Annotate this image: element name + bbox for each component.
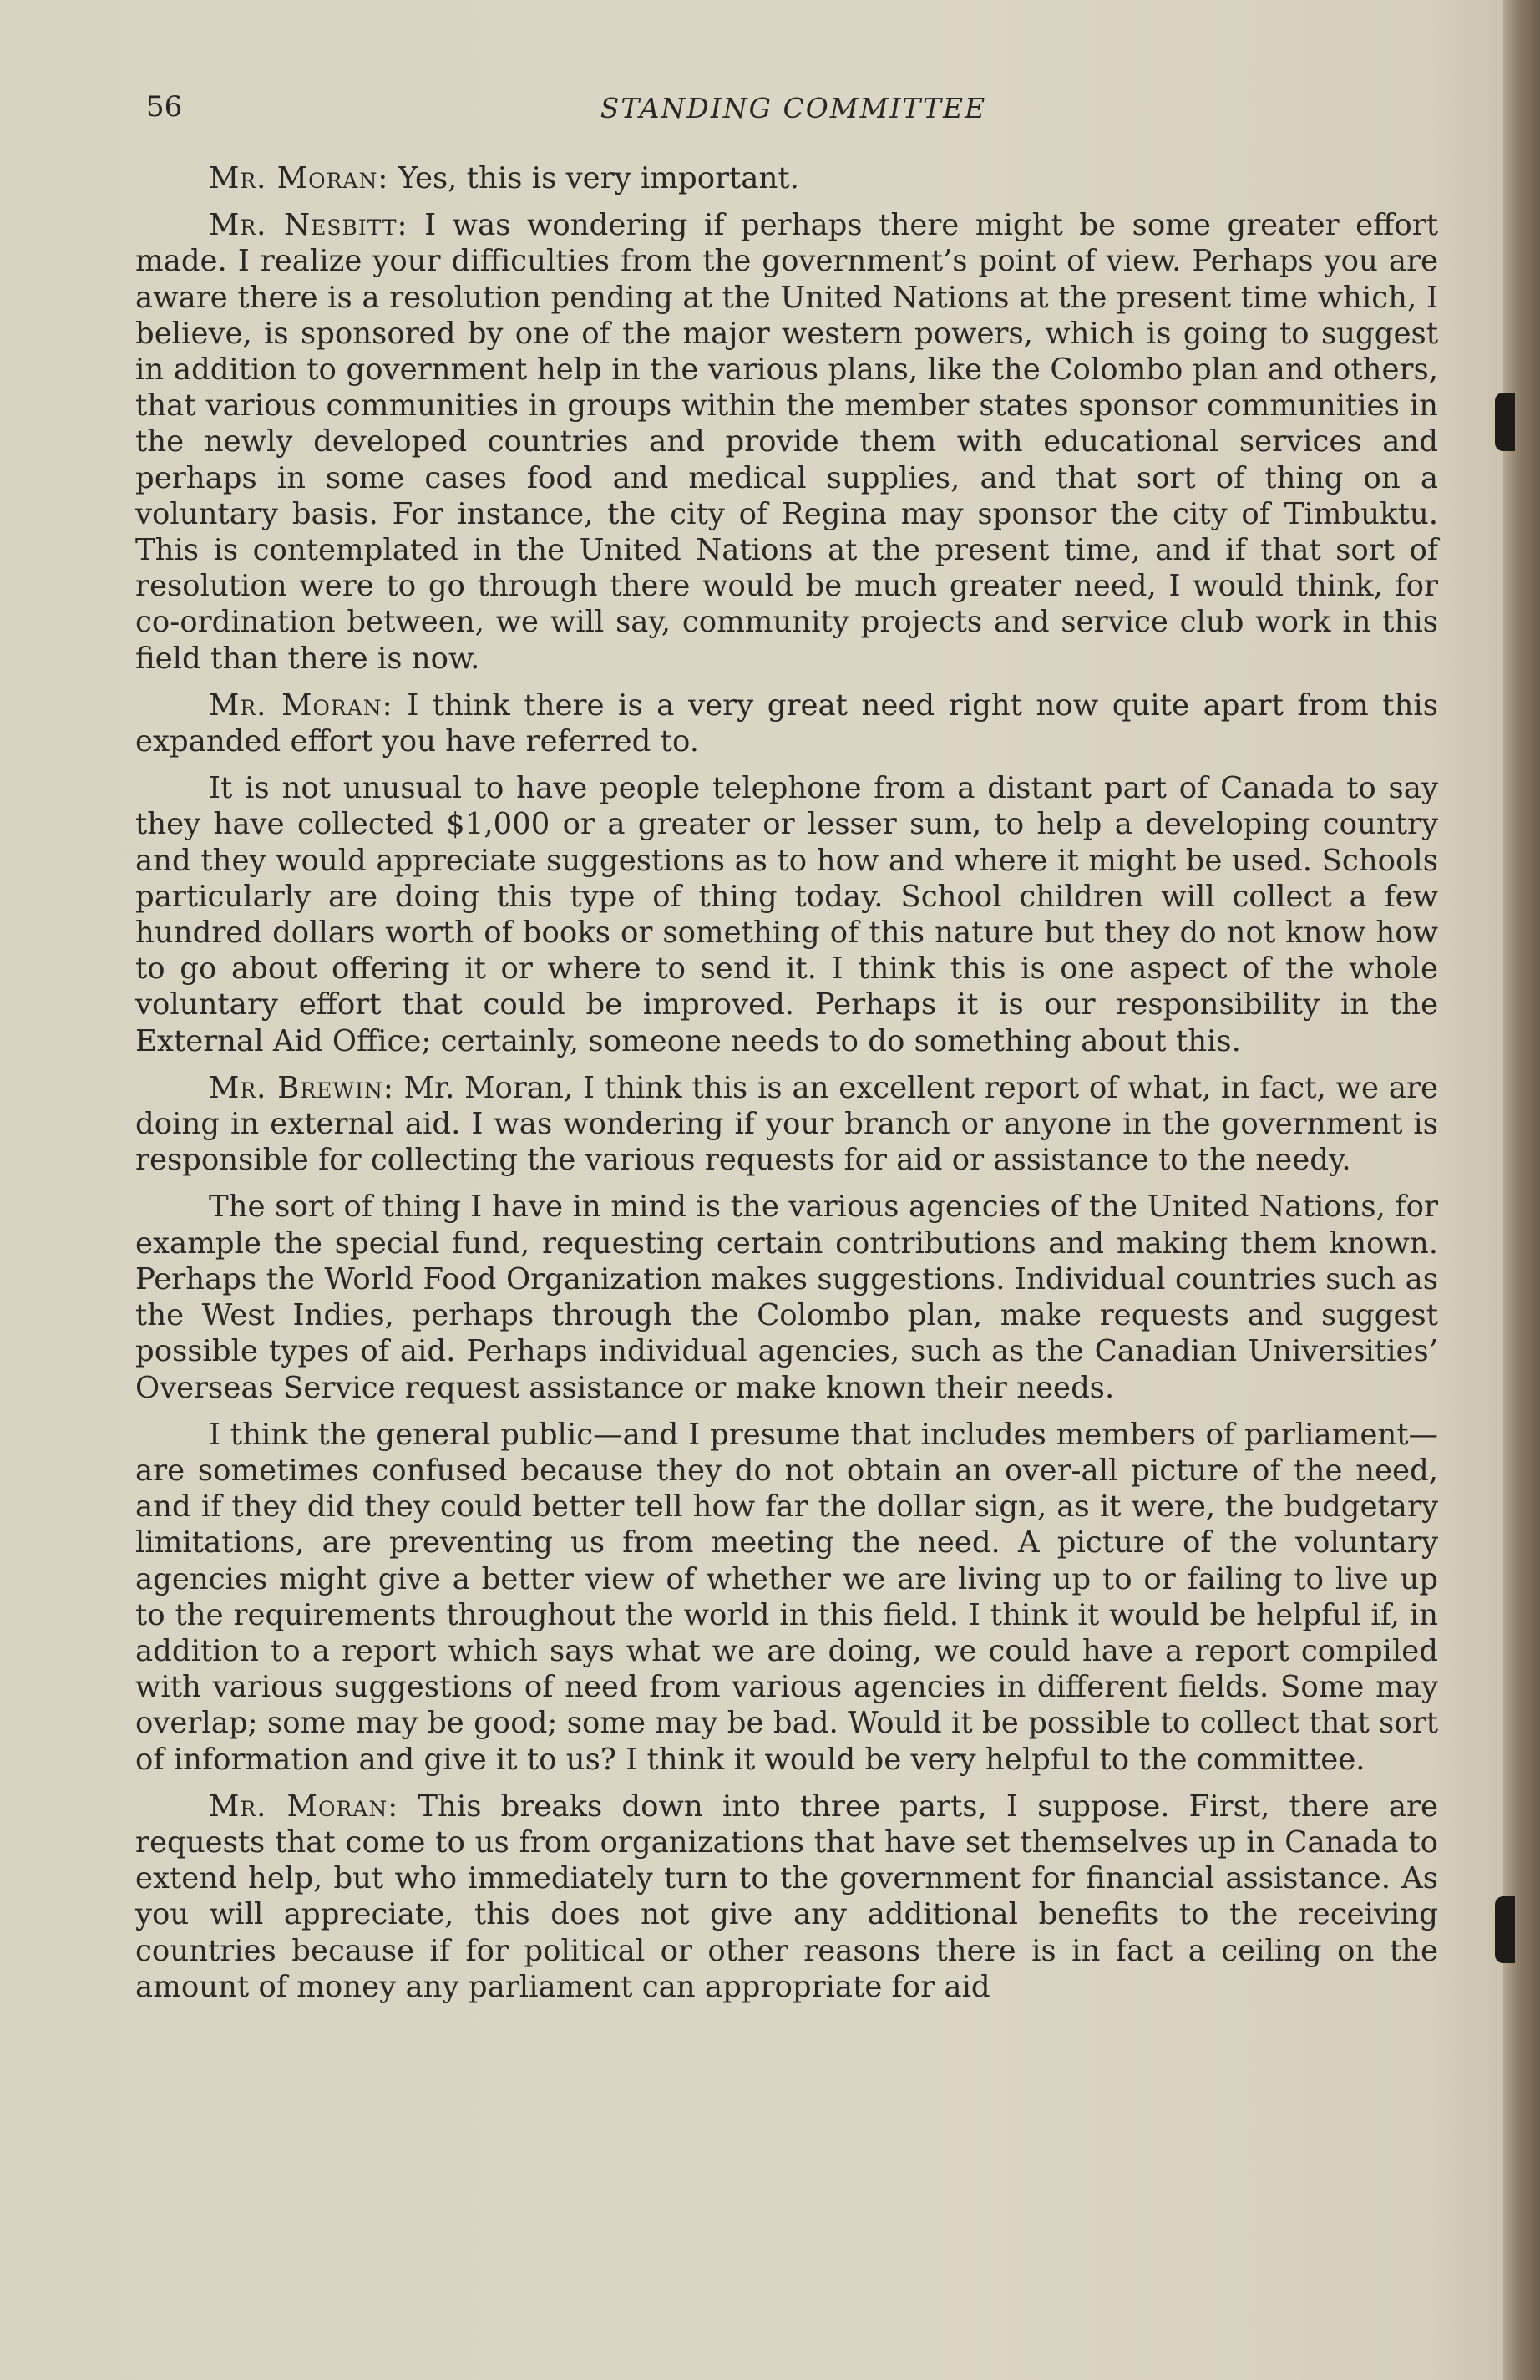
paragraph: [135, 160, 1438, 196]
paragraph: [135, 770, 1438, 1059]
binding-clip: [1495, 1896, 1515, 1963]
paragraph: [135, 207, 1438, 677]
running-title: STANDING COMMITTEE: [600, 92, 987, 124]
speaker-name: Mr. Moran:: [209, 1789, 399, 1824]
binding-clip: [1495, 393, 1515, 451]
speaker-name: Mr. Nesbitt:: [209, 208, 408, 243]
paragraph: [135, 1789, 1438, 2005]
page-number: 56: [146, 90, 183, 124]
paragraph: [135, 1417, 1438, 1778]
paragraph-text: Mr. Moran, I think this is an excellent report of what, in fact, we are doing in external aid. I was wondering if your branch or anyone in the government is responsible for collecting the various requests for aid or assistance to the needy.: [135, 1070, 1438, 1178]
paragraph-text: I think the general public—and I presume that includes members of parliament—are sometimes confused because they do not obtain an over-all picture of the need, and if they did they could better tell how far the dollar sign, as it were, the budgetary limitations, are preventing us from meeting the need. A picture of the voluntary agencies might give a better view of whether we are living up to or failing to live up to the requirements throughout the world in this field. I think it would be helpful if, in addition to a report which says what we are doing, we could have a report compiled with various suggestions of need from various agencies in different fields. Some may overlap; some may be good; some may be bad. Would it be possible to collect that sort of information and give it to us? I think it would be very helpful to the committee.: [135, 1417, 1438, 1777]
paragraph: [135, 1189, 1438, 1405]
paragraph-text: This breaks down into three parts, I suppose. First, there are requests that come to us from organizations that have set themselves up in Canada to extend help, but who immediately turn to the government for financial assistance. As you will appreciate, this does not give any additional benefits to the receiving countries because if for political or other reasons there is in fact a ceiling on the amount of money any parliament can appropriate for aid: [135, 1789, 1438, 2004]
paragraph-text: Yes, this is very important.: [388, 161, 799, 195]
speaker-name: Mr. Moran:: [209, 688, 393, 723]
paragraph-text: I was wondering if perhaps there might be some greater effort made. I realize your difficulties from the government’s point of view. Perhaps you are aware there is a resolution pending at the United Nations at the present time which, I believe, is sponsored by one of the major western powers, which is going to suggest in addition to government help in the various plans, like the Colombo plan and others, that various communities in groups within the member states sponsor communities in the newly developed countries and provide them with educational services and perhaps in some cases food and medical supplies, and that sort of thing on a voluntary basis. For instance, the city of Regina may sponsor the city of Timbuktu. This is contemplated in the United Nations at the present time, and if that sort of resolution were to go through there would be much greater need, I would think, for co-ordination between, we will say, community projects and service club work in this field than there is now.: [135, 208, 1439, 676]
paragraph: [135, 688, 1438, 759]
paragraph-text: I think there is a very great need right now quite apart from this expanded effort you have referred to.: [135, 688, 1438, 759]
paragraph: [135, 1070, 1438, 1179]
paragraph-text: The sort of thing I have in mind is the various agencies of the United Nations, for example the special fund, requesting certain contributions and making them known. Perhaps the World Food Organization makes suggestions. Individual countries such as the West Indies, perhaps through the Colombo plan, make requests and suggest possible types of aid. Perhaps individual agencies, such as the Canadian Universities’ Overseas Service request assistance or make known their needs.: [135, 1190, 1438, 1405]
paragraph-text: It is not unusual to have people telephone from a distant part of Canada to say they have collected $1,000 or a greater or lesser sum, to help a developing country and they would appreciate suggestions as to how and where it might be used. Schools particularly are doing this type of thing today. School children will collect a few hundred dollars worth of books or something of this nature but they do not know how to go about offering it or where to send it. I think this is one aspect of the whole voluntary effort that could be improved. Perhaps it is our responsibility in the External Aid Office; certainly, someone needs to do something about this.: [135, 771, 1438, 1058]
page-header: [142, 90, 1445, 132]
speaker-name: Mr. Moran:: [209, 161, 389, 195]
book-binding-edge: [1503, 0, 1540, 2380]
page-body: [135, 160, 1438, 2016]
speaker-name: Mr. Brewin:: [209, 1070, 394, 1105]
